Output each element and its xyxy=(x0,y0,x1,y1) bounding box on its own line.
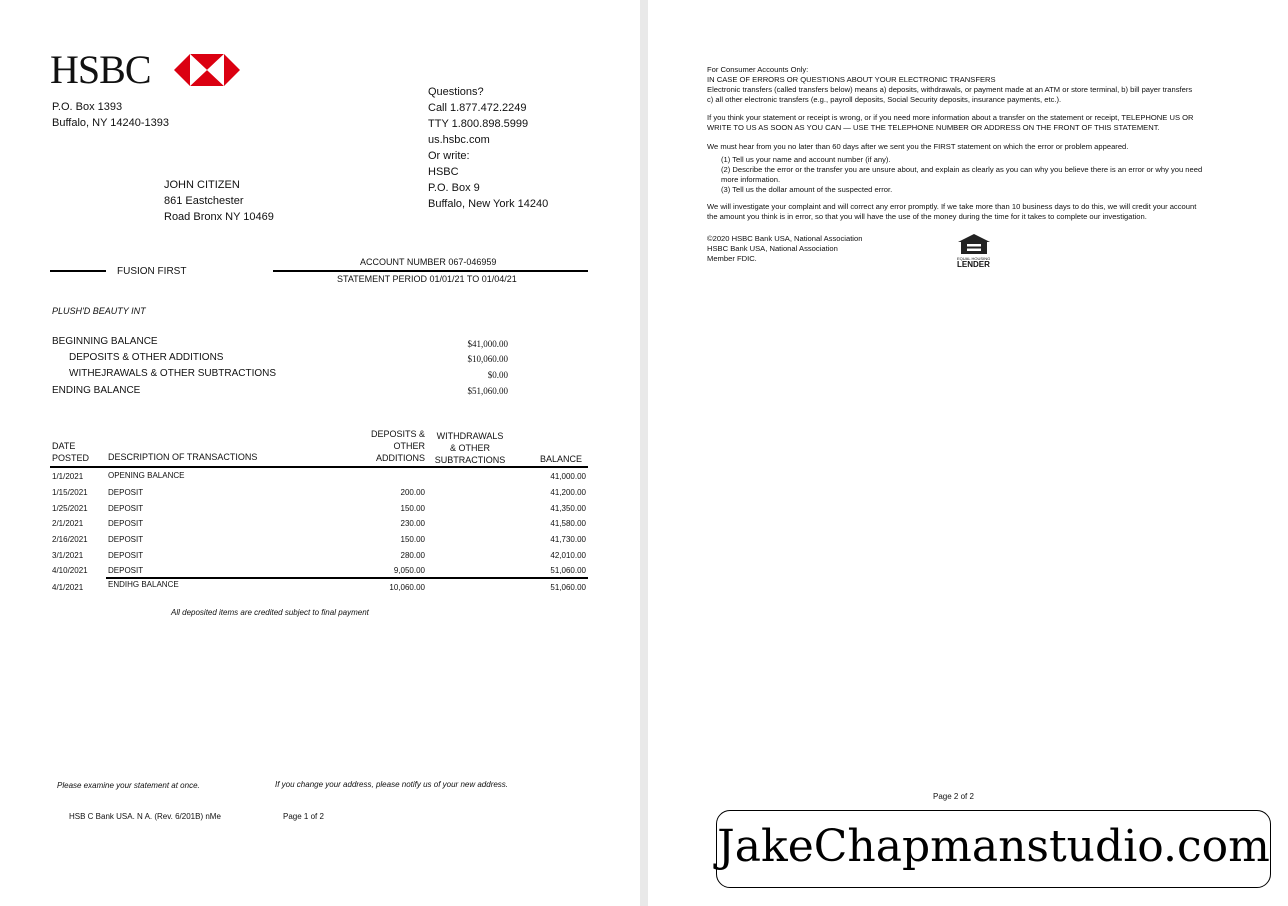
header-date-line: POSTED xyxy=(52,453,90,463)
row-deposit: 200.00 xyxy=(400,488,425,497)
summary-label: DEPOSITS & OTHER ADDITIONS xyxy=(69,352,224,363)
hsbc-hexagon-icon xyxy=(174,54,240,86)
row-deposit: 150.00 xyxy=(400,535,425,544)
disclosure-line: IN CASE OF ERRORS OR QUESTIONS ABOUT YOUR ELECTRONIC TRANSFERS xyxy=(707,75,996,84)
disclosure-line: For Consumer Accounts Only: xyxy=(707,65,809,74)
row-date: 4/10/2021 xyxy=(52,566,88,575)
row-deposit: 280.00 xyxy=(400,551,425,560)
instructions-list xyxy=(721,155,1202,195)
row-desc: OPENING BALANCE xyxy=(108,471,185,480)
copyright-line: HSBC Bank USA, National Association xyxy=(707,244,838,253)
error-disclosure xyxy=(707,113,1194,133)
row-date: 1/1/2021 xyxy=(52,472,84,481)
row-desc: DEPOSIT xyxy=(108,551,144,560)
header-withdrawals xyxy=(430,430,510,466)
disclosure-line: Electronic transfers (called transfers below) means a) deposits, withdrawals, or payment made at an ATM or store terminal, b) bill payer transfers xyxy=(707,85,1193,94)
row-balance: 41,200.00 xyxy=(550,488,586,497)
row-date: 1/15/2021 xyxy=(52,488,88,497)
statement-page-2 xyxy=(648,0,1288,906)
copyright-block xyxy=(707,234,862,264)
hsbc-logo-text: HSBC xyxy=(50,47,151,92)
header-withdrawals-line: & OTHER xyxy=(449,443,490,453)
header-deposits xyxy=(345,428,425,464)
row-desc: DEPOSIT xyxy=(108,519,144,528)
statement-page-1 xyxy=(0,0,640,906)
watermark-text: JakeChapmanstudio.com xyxy=(717,821,1270,872)
equal-housing-lender: LENDER xyxy=(957,260,990,269)
summary-value: $51,060.00 xyxy=(467,386,508,396)
watermark-box xyxy=(716,810,1271,888)
bank-address-line: P.O. Box 1393 xyxy=(52,101,123,113)
row-balance: 51,060.00 xyxy=(550,566,586,575)
header-deposits-line: OTHER xyxy=(393,441,425,451)
header-divider xyxy=(50,466,588,468)
customer-name: JOHN CITIZEN xyxy=(164,179,240,191)
summary-label: WITHEJRAWALS & OTHER SUBTRACTIONS xyxy=(69,368,277,379)
row-date: 3/1/2021 xyxy=(52,551,84,560)
row-date: 4/1/2021 xyxy=(52,583,84,592)
row-balance: 41,580.00 xyxy=(550,519,586,528)
account-type: FUSION FIRST xyxy=(117,266,187,277)
footer-revision: HSB C Bank USA. N A. (Rev. 6/201B) nMe xyxy=(69,812,221,821)
row-date: 1/25/2021 xyxy=(52,504,88,513)
questions-line: us.hsbc.com xyxy=(428,134,490,146)
header-description: DESCRIPTION OF TRANSACTIONS xyxy=(108,452,258,462)
divider xyxy=(50,270,106,272)
bank-address-line: Buffalo, NY 14240-1393 xyxy=(52,117,170,129)
customer-address-line: Road Bronx NY 10469 xyxy=(164,211,274,223)
list-item: more information. xyxy=(721,175,781,184)
row-balance: 41,730.00 xyxy=(550,535,586,544)
credit-note: All deposited items are credited subject to final payment xyxy=(171,608,369,617)
equal-housing-icon xyxy=(956,233,992,255)
disclosure-line: We will investigate your complaint and will correct any error promptly. If we take more than 10 business days to do this, we will credit your account xyxy=(707,202,1197,211)
summary-value: $10,060.00 xyxy=(467,354,508,364)
questions-line: HSBC xyxy=(428,166,459,178)
copyright-line: Member FDIC. xyxy=(707,254,757,263)
row-desc: DEPOSIT xyxy=(108,504,144,513)
row-deposit: 230.00 xyxy=(400,519,425,528)
row-date: 2/16/2021 xyxy=(52,535,88,544)
disclosure-line: the amount you think is in error, so that you will have the use of the money during the time for it takes to complete our investigation. xyxy=(707,212,1147,221)
header-balance: BALANCE xyxy=(540,454,583,464)
header-withdrawals-line: SUBTRACTIONS xyxy=(434,455,506,465)
row-deposit: 9,050.00 xyxy=(393,566,425,575)
questions-block xyxy=(428,84,548,212)
page-number: Page 1 of 2 xyxy=(283,812,324,821)
footer-examine: Please examine your statement at once. xyxy=(57,781,200,790)
row-date: 2/1/2021 xyxy=(52,519,84,528)
questions-line: Buffalo, New York 14240 xyxy=(428,198,549,210)
header-deposits-line: ADDITIONS xyxy=(375,453,425,463)
header-deposits-line: DEPOSITS & xyxy=(370,429,425,439)
summary-label: BEGINNING BALANCE xyxy=(52,336,158,347)
header-withdrawals-line: WITHDRAWALS xyxy=(436,431,504,441)
row-desc: DEPOSIT xyxy=(108,566,144,575)
investigation-note xyxy=(707,202,1196,222)
questions-line: Questions? xyxy=(428,86,484,98)
disclosure-line: c) all other electronic transfers (e.g., payroll deposits, Social Security deposits, insurance payments, etc.). xyxy=(707,95,1062,104)
business-name: PLUSH'D BEAUTY INT xyxy=(52,306,146,316)
ecom-disclosure xyxy=(707,65,1192,105)
disclosure-line: If you think your statement or receipt is wrong, or if you need more information about a transfer on the statement or receipt, TELEPHONE US OR xyxy=(707,113,1194,122)
customer-address xyxy=(164,177,274,225)
row-balance: 41,350.00 xyxy=(550,504,586,513)
questions-line: Call 1.877.472.2249 xyxy=(428,102,527,114)
questions-line: P.O. Box 9 xyxy=(428,182,480,194)
account-number: ACCOUNT NUMBER 067-046959 xyxy=(360,257,497,267)
summary-value: $0.00 xyxy=(487,370,508,380)
copyright-line: ©2020 HSBC Bank USA, National Association xyxy=(707,234,863,243)
row-deposit: 150.00 xyxy=(400,504,425,513)
list-item: (3) Tell us the dollar amount of the suspected error. xyxy=(721,185,893,194)
row-desc: ENDIHG BALANCE xyxy=(108,580,179,589)
statement-period: STATEMENT PERIOD 01/01/21 TO 01/04/21 xyxy=(337,274,517,284)
row-desc: DEPOSIT xyxy=(108,535,144,544)
disclosure-line: We must hear from you no later than 60 days after we sent you the FIRST statement on which the error or problem appeared. xyxy=(707,142,1129,151)
total-divider xyxy=(106,577,588,579)
divider xyxy=(273,270,588,272)
bank-address xyxy=(52,99,169,131)
footer-address-note: If you change your address, please notify us of your new address. xyxy=(275,780,509,789)
list-item: (1) Tell us your name and account number (if any). xyxy=(721,155,891,164)
equal-housing-small: EQUAL HOUSING xyxy=(957,256,991,261)
customer-address-line: 861 Eastchester xyxy=(164,195,244,207)
questions-line: TTY 1.800.898.5999 xyxy=(428,118,529,130)
row-balance: 51,060.00 xyxy=(550,583,586,592)
row-deposit: 10,060.00 xyxy=(389,583,425,592)
header-date xyxy=(52,440,89,464)
header-date-line: DATE xyxy=(52,441,76,451)
deadline-note xyxy=(707,142,1128,152)
page-number: Page 2 of 2 xyxy=(933,792,974,801)
row-desc: DEPOSIT xyxy=(108,488,144,497)
questions-line: Or write: xyxy=(428,150,470,162)
row-balance: 41,000.00 xyxy=(550,472,586,481)
row-balance: 42,010.00 xyxy=(550,551,586,560)
summary-value: $41,000.00 xyxy=(467,339,508,349)
list-item: (2) Describe the error or the transfer you are unsure about, and explain as clearly as you can why you believe there is an error or why you need xyxy=(721,165,1203,174)
disclosure-line: WRITE TO US AS SOON AS YOU CAN — USE THE TELEPHONE NUMBER OR ADDRESS ON THE FRONT OF THIS STATEMENT. xyxy=(707,123,1160,132)
summary-label: ENDING BALANCE xyxy=(52,385,141,396)
